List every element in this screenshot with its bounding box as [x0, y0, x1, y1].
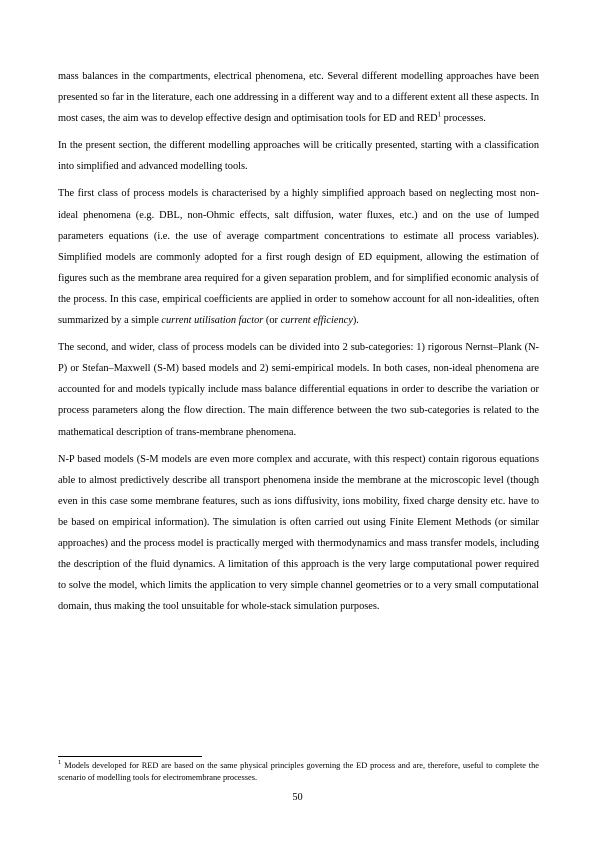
paragraph-2: In the present section, the different modelling approaches will be critically presented, starting with a classification into simplified and advanced modelling tools.	[58, 140, 539, 173]
footnote-text: Models developed for RED are based on the same physical principles governing the ED process and are, therefore, useful to complete the scenario of modelling tools for electromembrane processes.	[58, 761, 539, 783]
footnote	[58, 760, 539, 785]
paragraph-4: The second, and wider, class of process models can be divided into 2 sub-categories: 1) rigorous Nernst–Plank (N-P) or Stefan–Maxwell (S-M) based models and 2) semi-empirical models. In both cases, non-ideal phenomena are accounted for and models typically include mass balance differential equations in order to describe the variation or process parameters along the flow direction. The main difference between the two sub-categories is related to the mathematical description of trans-membrane phenomena.	[58, 342, 539, 438]
body-text	[58, 66, 539, 623]
footnote-mark: 1	[58, 759, 62, 767]
paragraph-3: The first class of process models is characterised by a highly simplified approach based on neglecting most non-ideal phenomena (e.g. DBL, non-Ohmic effects, salt diffusion, water fluxes, etc.) and on the use of lumped parameters equations (i.e. the use of average compartment concentrations to estimate all process variables). Simplified models are commonly adopted for a first rough design of ED equipment, allowing the estimation of figures such as the membrane area required for a given separation problem, and for simplified economic analysis of the process. In this case, empirical coefficients are applied in order to somehow account for all non-idealities, often summarized by a simple current utilisation factor (or current efficiency).	[58, 188, 539, 327]
italic-term-current-efficiency: current efficiency	[280, 315, 353, 327]
footnote-separator	[58, 756, 202, 757]
footnote-reference: 1	[437, 110, 442, 119]
paragraph-5: N-P based models (S-M models are even more complex and accurate, with this respect) contain rigorous equations able to almost predictively describe all transport phenomena inside the membrane at the microscopic level (though even in this case some membrane features, such as ions diffusivity, ions mobility, fixed charge density etc. have to be based on empirical information). The simulation is often carried out using Finite Element Methods (or similar approaches) and the process model is practically merged with thermodynamics and mass transfer models, including the description of the fluid dynamics. A limitation of this approach is the very large computational power required to solve the model, which limits the application to very simple channel geometries or to a very small computational domain, thus making the tool unsuitable for whole-stack simulation purposes.	[58, 453, 539, 613]
paragraph-1: mass balances in the compartments, electrical phenomena, etc. Several different modelling approaches have been presented so far in the literature, each one addressing in a different way and to a different extent all these aspects. In most cases, the aim was to develop effective design and optimisation tools for ED and RED$^1$ processes.	[58, 71, 539, 125]
page-number: 50	[292, 792, 303, 803]
italic-term-current-utilisation-factor: current utilisation factor	[161, 315, 264, 327]
